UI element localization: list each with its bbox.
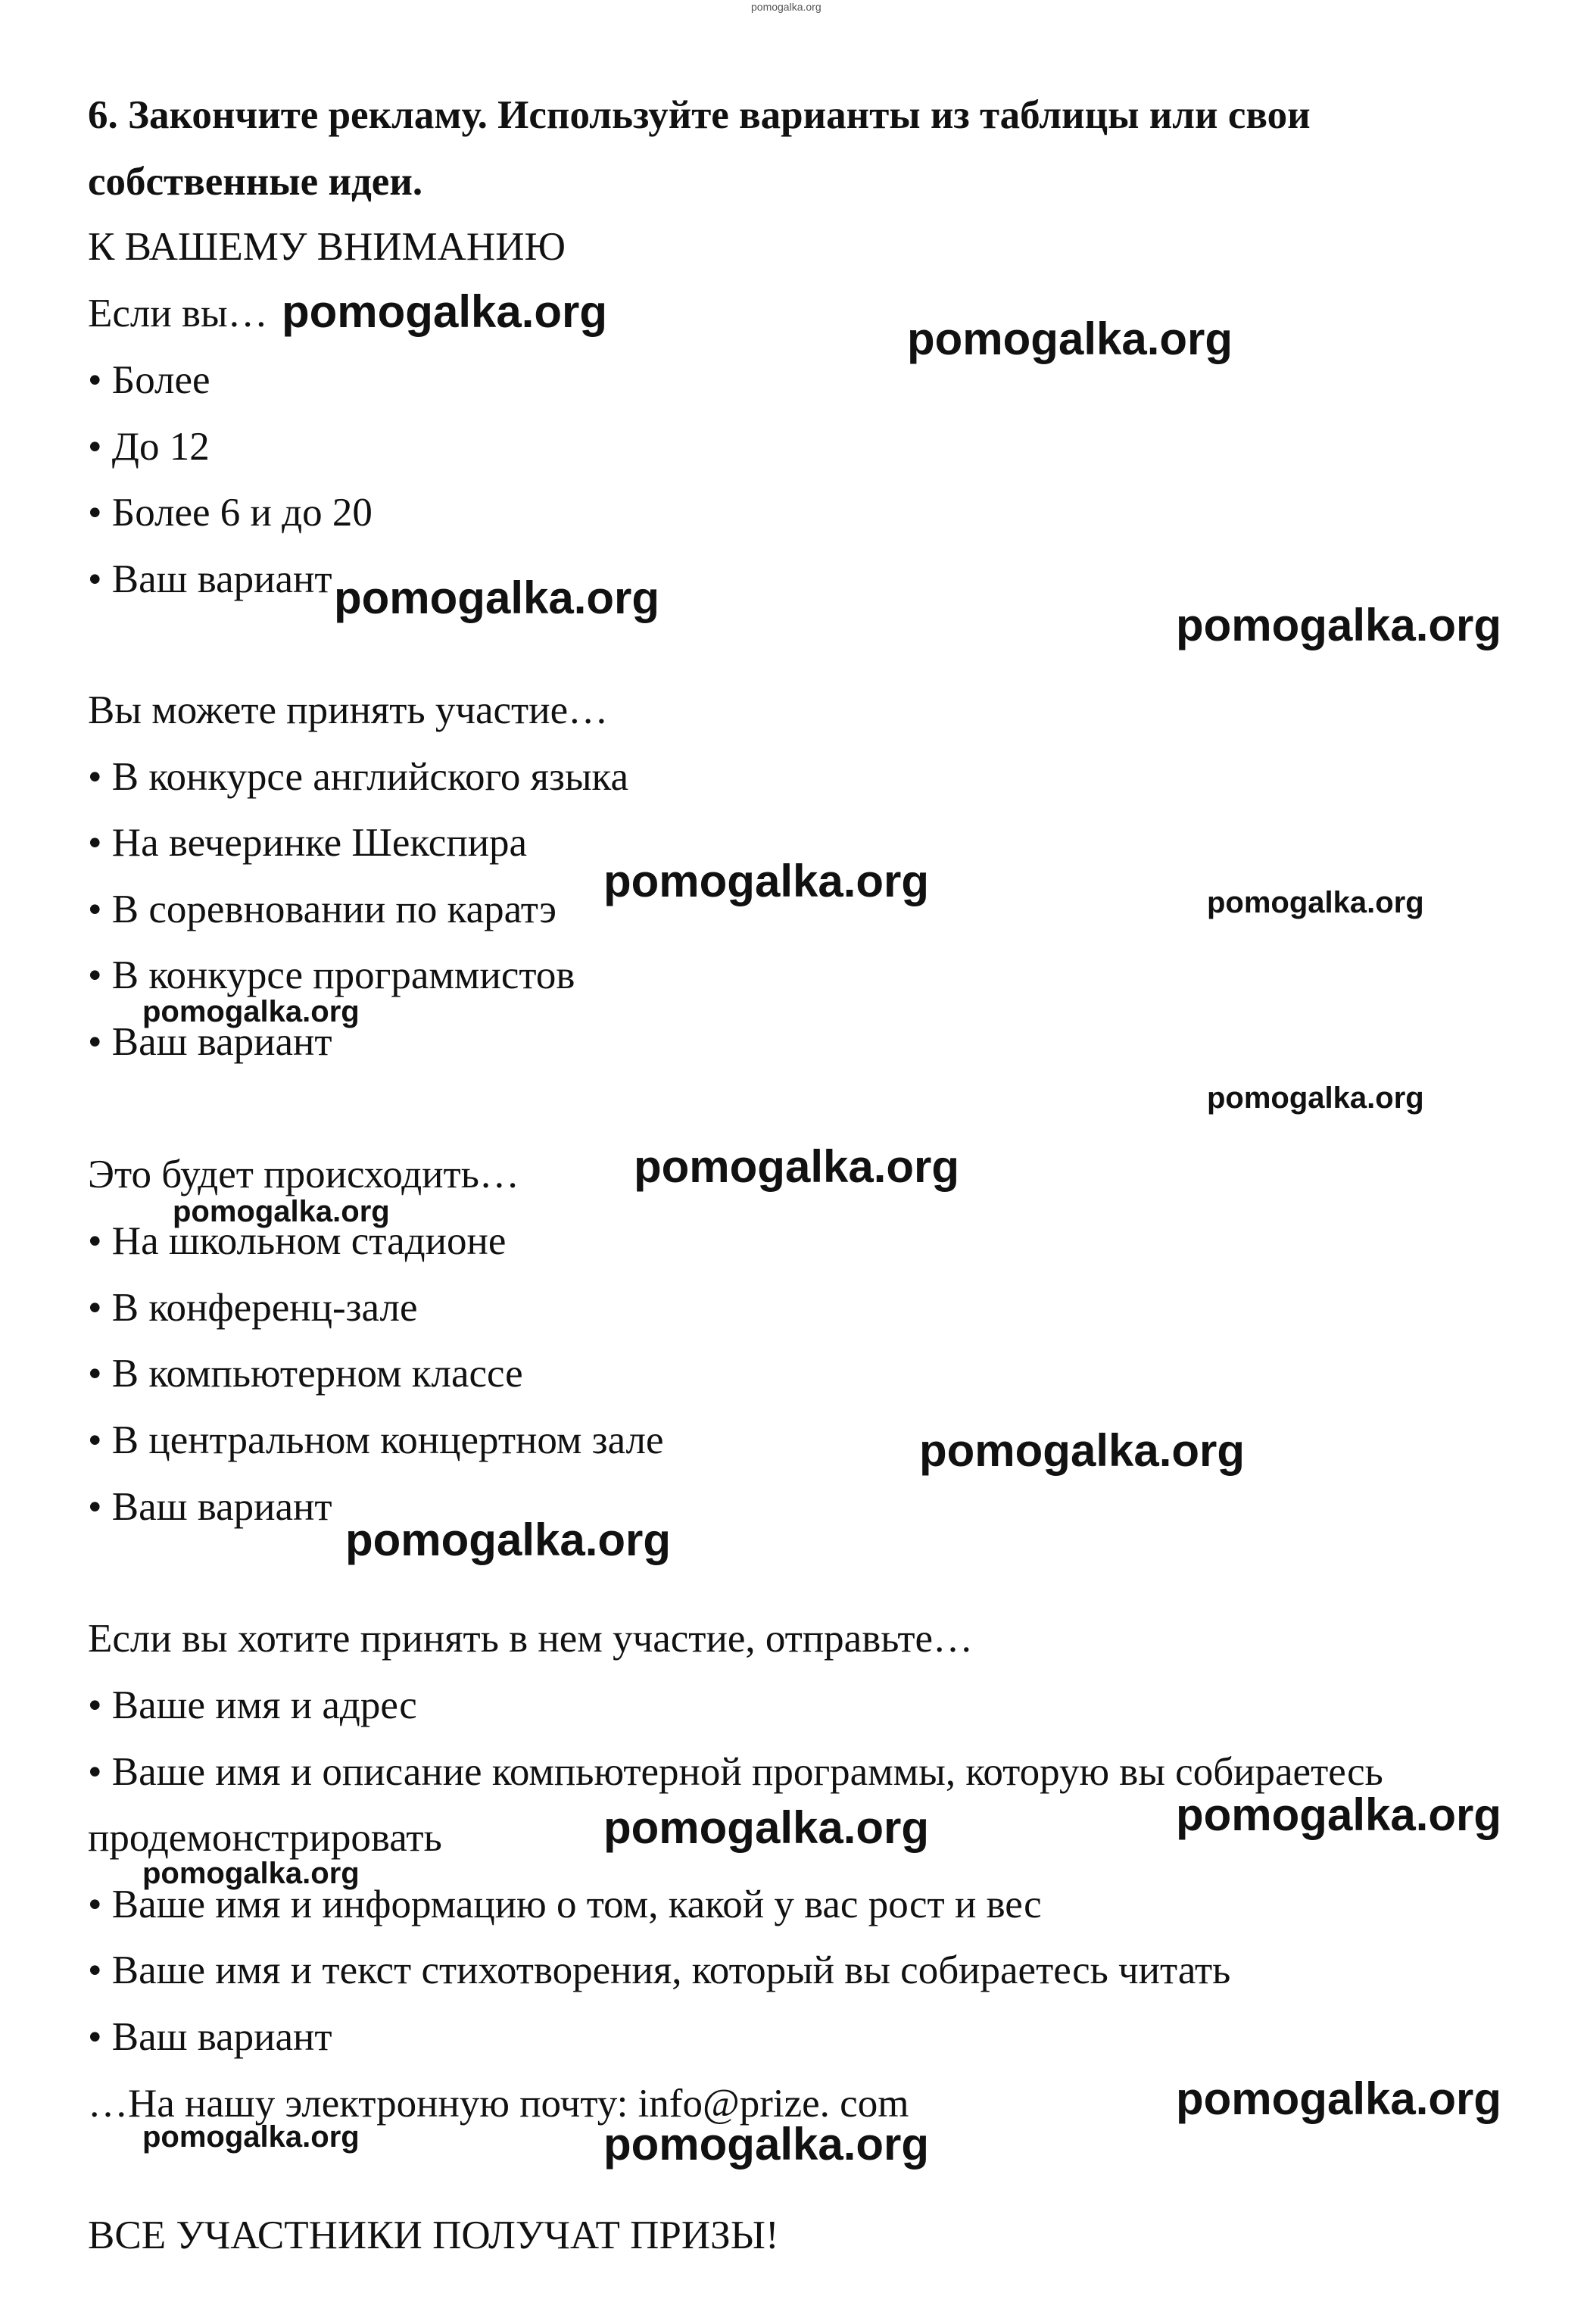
watermark: pomogalka.org [603,2119,930,2170]
section2-item: • В конкурсе программистов [88,953,575,997]
watermark: pomogalka.org [1176,1789,1502,1840]
section1-item: • Более [88,358,210,402]
section2-item: • В конкурсе английского языка [88,755,629,799]
watermark: pomogalka.org [334,572,660,623]
section2-item: • В соревновании по каратэ [88,887,556,931]
task-title-line-2: собственные идеи. [88,160,423,204]
task-title-line-1: 6. Закончите рекламу. Используйте варианты из таблицы или свои [88,93,1311,137]
section4-item: • Ваш вариант [88,2015,332,2059]
watermark: pomogalka.org [1207,1081,1424,1115]
watermark: pomogalka.org [907,314,1233,364]
section4-lead: Если вы хотите принять в нем участие, отправьте… [88,1617,974,1661]
section1-item: • До 12 [88,425,210,469]
watermark: pomogalka.org [919,1425,1246,1476]
section4-item: • Ваше имя и адрес [88,1683,417,1727]
section3-item: • Ваш вариант [88,1485,332,1529]
section4-item: • Ваше имя и описание компьютерной программы, которую вы собираетесь [88,1750,1383,1794]
section3-item: • На школьном стадионе [88,1219,507,1263]
watermark: pomogalka.org [142,2120,360,2154]
watermark: pomogalka.org [634,1141,960,1192]
watermark: pomogalka.org [1176,600,1502,650]
section3-item: • В компьютерном классе [88,1352,523,1396]
watermark: pomogalka.org [282,286,608,337]
ad-heading: К ВАШЕМУ ВНИМАНИЮ [88,225,566,269]
email-line: …На нашу электронную почту: info@prize. com [88,2082,909,2126]
section2-item: • Ваш вариант [88,1020,332,1064]
closing-line: ВСЕ УЧАСТНИКИ ПОЛУЧАТ ПРИЗЫ! [88,2213,779,2257]
section1-item: • Более 6 и до 20 [88,491,373,535]
section1-lead: Если вы… [88,292,268,335]
section4-item: • Ваше имя и информацию о том, какой у вас рост и вес [88,1883,1042,1926]
watermark: pomogalka.org [173,1195,390,1228]
watermark: pomogalka.org [142,995,360,1028]
watermark: pomogalka.org [603,856,930,906]
watermark: pomogalka.org [345,1514,672,1565]
watermark: pomogalka.org [1207,886,1424,919]
watermark: pomogalka.org [142,1857,360,1890]
top-watermark: pomogalka.org [751,1,822,13]
section3-item: • В центральном концертном зале [88,1418,664,1462]
watermark: pomogalka.org [603,1802,930,1853]
watermark: pomogalka.org [1176,2073,1502,2124]
section4-item: • Ваше имя и текст стихотворения, который вы собираетесь читать [88,1948,1231,1992]
section4-item-continuation: продемонстрировать [88,1816,442,1860]
section1-item: • Ваш вариант [88,557,332,601]
section3-lead: Это будет происходить… [88,1153,519,1196]
section2-lead: Вы можете принять участие… [88,688,609,732]
section2-item: • На вечеринке Шекспира [88,821,528,865]
section3-item: • В конференц-зале [88,1286,418,1330]
